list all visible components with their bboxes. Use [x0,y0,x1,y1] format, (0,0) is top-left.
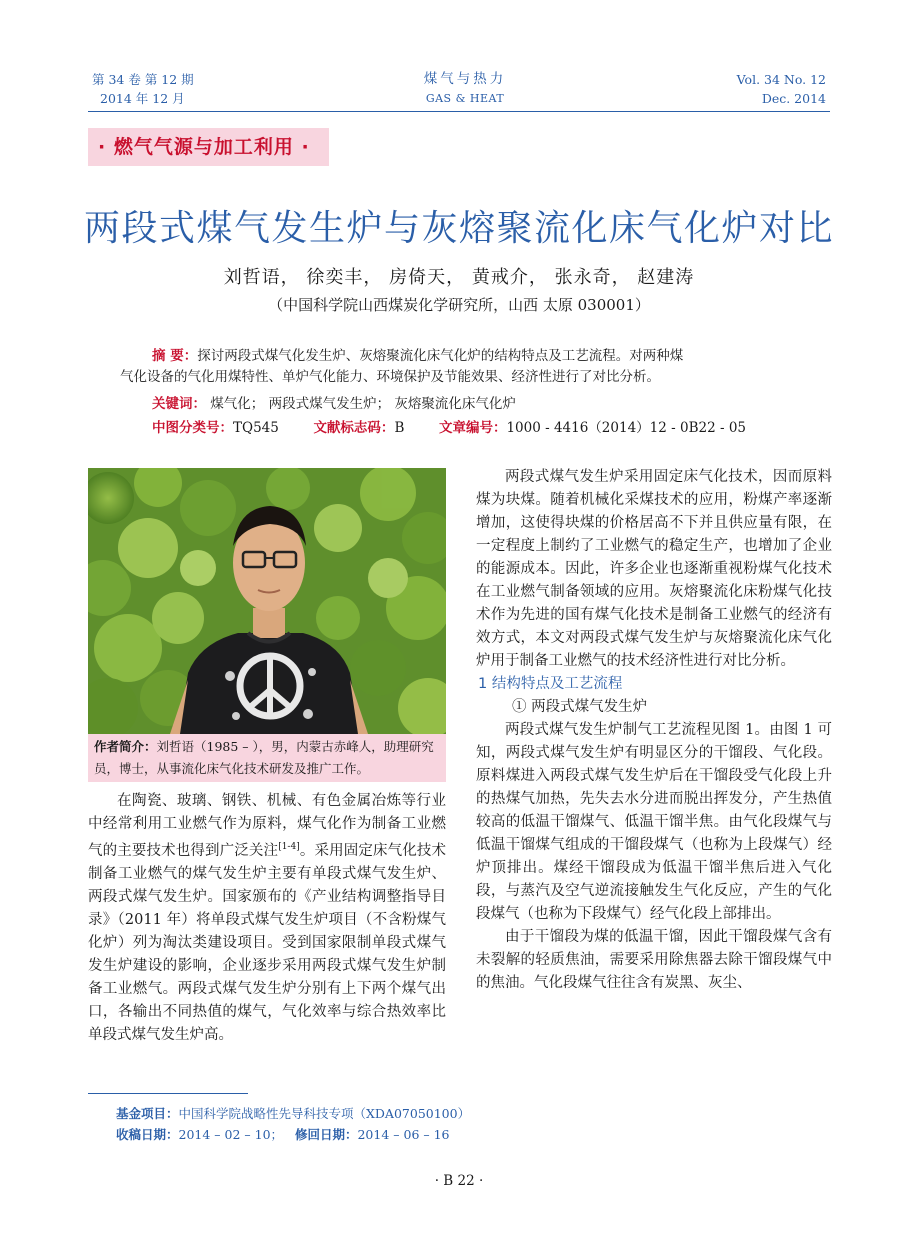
article-number-label: 文章编号： [438,420,507,436]
issue-date-en: Dec. 2014 [761,91,826,106]
journal-volume-info [92,70,194,108]
abstract [120,346,820,388]
left-column [88,790,446,1047]
journal-name-en: GAS & HEAT [425,92,505,105]
footnotes [116,1103,470,1145]
classification-codes [152,418,832,439]
fund-label: 基金项目： [116,1106,179,1121]
abstract-line-2: 气化设备的气化用煤特性、单炉气化能力、环境保护及节能效果、经济性进行了对比分析。 [120,369,660,385]
author-bio-caption [88,734,446,782]
abstract-line-1: 探讨两段式煤气化发生炉、灰熔聚流化床气化炉的结构特点及工艺流程。对两种煤 [197,348,684,364]
doc-code: B [394,420,405,436]
fund-note [116,1103,470,1124]
paragraph-text: 。采用固定床气化技术制备工业燃气的煤气发生炉主要有单段式煤气发生炉、两段式煤气发生炉。国家颁布的《产业结构调整指导目录》（2011 年）将单段式煤气发生炉项目（不含粉煤气化炉）列为淘汰类建设项目。受到国家限制单段式煤气发生炉建设的影响，企业逐步采用两段式煤气发生炉制备工业燃气。两段式煤气发生炉分别有上下两个煤气出口，各输出不同热值的煤气，气化效率与综合热效率比单段式煤气发生炉高。 [88,842,446,1043]
journal-volume-en [700,70,826,108]
paragraph: 由于干馏段为煤的低温干馏，因此干馏段煤气含有未裂解的轻质焦油，需要采用除焦器去除干馏段煤气中的焦油。气化段煤气往往含有炭黑、灰尘、 [476,929,832,991]
issue-date: 2014 年 12 月 [100,91,185,106]
article-title: 两段式煤气发生炉与灰熔聚流化床气化炉对比 [83,208,834,249]
revised-label: 修回日期： [294,1127,358,1142]
section-heading: 1 结构特点及工艺流程 [478,676,623,692]
received-date: 2014 – 02 – 10； [178,1127,284,1142]
keywords [152,394,516,415]
date-note [116,1124,470,1145]
page-number: · B 22 · [434,1173,484,1189]
volume-issue: 第 34 卷 第 12 期 [92,72,194,87]
revised-date: 2014 – 06 – 16 [357,1127,450,1142]
doc-code-label: 文献标志码： [313,420,395,436]
journal-name [380,70,550,108]
article-number: 1000 - 4416（2014）12 - 0B22 - 05 [506,420,746,436]
author-bio-label: 作者简介： [94,739,157,754]
header-divider [88,111,830,112]
received-label: 收稿日期： [116,1127,179,1142]
section-label [88,128,329,166]
author-photo [88,468,446,734]
subsection-heading: ① 两段式煤气发生炉 [512,699,648,715]
journal-name-cn: 煤气与热力 [423,71,507,87]
paragraph: 两段式煤气发生炉采用固定床气化技术，因而原料煤为块煤。随着机械化采煤技术的应用，粉煤产率逐渐增加，这使得块煤的价格居高不下并且供应量有限，在一定程度上制约了工业燃气的稳定生产，也增加了企业的能源成本。因此，许多企业也逐渐重视粉煤气化技术在工业燃气制备领域的应用。灰熔聚流化床粉煤气化技术作为先进的国有煤气化技术是制备工业燃气的经济有效方式，本文对两段式煤气发生炉与灰熔聚流化床气化炉用于制备工业燃气的技术经济性进行对比分析。 [476,469,832,669]
paragraph: 两段式煤气发生炉制气工艺流程见图 1。由图 1 可知，两段式煤气发生炉有明显区分的干馏段、气化段。原料煤进入两段式煤气发生炉后在干馏段受气化段上升的热煤气加热，先失去水分进而脱出挥发分，产生热值较高的低温干馏煤气、低温干馏半焦。由气化段煤气与低温干馏煤气组成的干馏段煤气（也称为上段煤气）经炉顶排出。煤经干馏段成为低温干馏半焦后进入气化段，与蒸汽及空气逆流接触发生气化反应，产生的气化段煤气（也称为下段煤气）经气化段上部排出。 [476,722,832,922]
keywords-label: 关键词： [152,396,206,412]
author-bio-text: 刘哲语（1985 – ），男，内蒙古赤峰人，助理研究员，博士，从事流化床气化技术研发及推广工作。 [94,739,434,776]
affiliation: （中国科学院山西煤炭化学研究所，山西 太原 030001） [268,296,650,314]
author-list: 刘哲语， 徐奕丰， 房倚天， 黄戒介， 张永奇， 赵建涛 [223,267,695,288]
keywords-text: 煤气化； 两段式煤气发生炉； 灰熔聚流化床气化炉 [210,396,516,412]
abstract-label: 摘 要： [152,348,198,364]
paragraph [88,790,446,1047]
clc-label: 中图分类号： [152,420,233,436]
section-label-text: · 燃气气源与加工利用 · [98,136,310,158]
citation-ref: [1-4] [278,842,300,852]
paragraph-text: 在陶瓷、玻璃、钢铁、机械、有色金属冶炼等行业中经常利用工业燃气作为原料，煤气化作为制备工业燃气的主要技术也得到广泛关注 [88,793,446,859]
right-column [476,466,832,995]
author-photo-illustration [88,468,446,734]
footnote-divider [88,1093,248,1094]
volume-issue-en: Vol. 34 No. 12 [736,72,826,87]
fund-text: 中国科学院战略性先导科技专项（XDA07050100） [178,1106,471,1121]
clc-code: TQ545 [233,420,279,436]
